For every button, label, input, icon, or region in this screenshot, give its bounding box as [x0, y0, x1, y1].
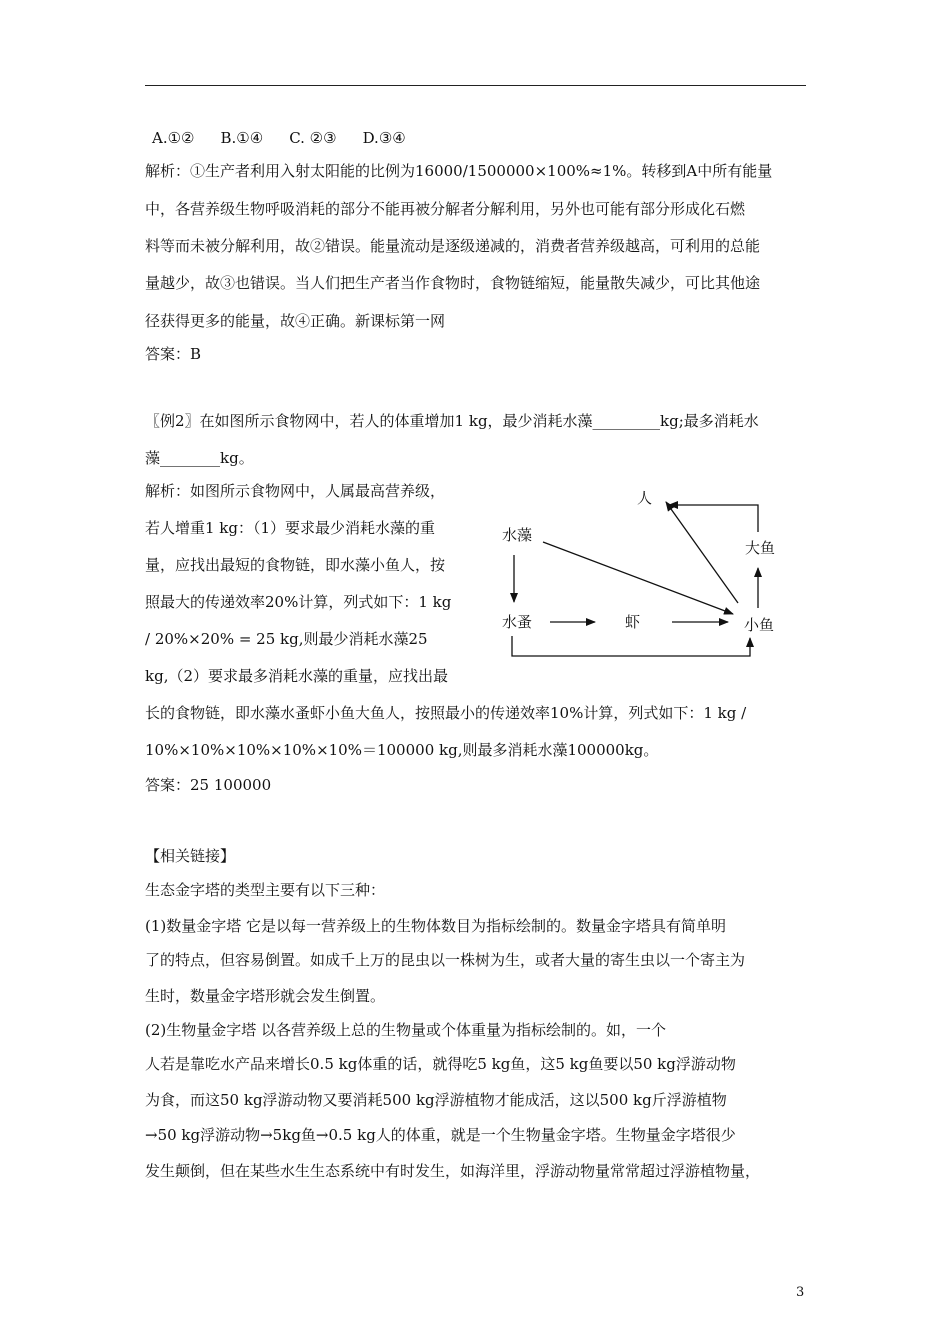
related-line: 生态金字塔的类型主要有以下三种：	[145, 881, 386, 899]
related-line: 生时，数量金字塔形就会发生倒置。	[145, 987, 386, 1005]
node-shuizao: 水藻	[502, 526, 533, 544]
arrow-flea-xiaoyu	[512, 636, 750, 656]
analysis2-line: 10%×10%×10%×10%×10%＝100000 kg,则最多消耗水藻100000kg。	[145, 741, 659, 759]
example2-line: 藻________kg。	[145, 449, 254, 467]
analysis2-line: 长的食物链，即水藻水蚤虾小鱼大鱼人，按照最小的传递效率10%计算，列式如下：1 kg /	[145, 704, 747, 722]
option-c: C. ②③	[289, 129, 337, 147]
node-ren: 人	[637, 489, 653, 507]
analysis1-line: 中，各营养级生物呼吸消耗的部分不能再被分解者分解利用，另外也可能有部分形成化石燃	[145, 200, 746, 218]
analysis1-line: 径获得更多的能量，故④正确。新课标第一网	[145, 312, 446, 330]
analysis2-line: 照最大的传递效率20%计算，列式如下：1 kg	[145, 593, 452, 611]
node-xia: 虾	[625, 613, 641, 631]
answer2: 答案：25 100000	[145, 776, 272, 794]
node-xiaoyu: 小鱼	[744, 616, 775, 634]
analysis1-line: 料等而未被分解利用，故②错误。能量流动是逐级递减的，消费者营养级越高，可利用的总能	[145, 237, 761, 255]
related-line: 了的特点，但容易倒置。如成千上万的昆虫以一株树为生，或者大量的寄生虫以一个寄主为	[145, 951, 746, 969]
example2-line: 〖例2〗在如图所示食物网中，若人的体重增加1 kg，最少消耗水藻_________kg;最多消耗水	[145, 412, 759, 430]
related-line: →50 kg浮游动物→5kg鱼→0.5 kg人的体重，就是一个生物量金字塔。生物量金字塔很少	[145, 1126, 736, 1144]
analysis2-line: 量，应找出最短的食物链，即水藻小鱼人，按	[145, 556, 446, 574]
arrow-shuizao-xiaoyu	[543, 542, 733, 614]
analysis1-line: 解析：①生产者利用入射太阳能的比例为16000/1500000×100%≈1%。转移到A中所有能量	[145, 162, 773, 180]
node-dayu: 大鱼	[745, 539, 776, 557]
option-d: D.③④	[362, 129, 406, 147]
arrow-dayu-ren	[669, 505, 758, 532]
option-a: A.①②	[152, 129, 195, 147]
node-shuizao-flea: 水蚤	[502, 613, 533, 631]
related-line: (1)数量金字塔 它是以每一营养级上的生物体数目为指标绘制的。数量金字塔具有简单明	[145, 917, 727, 935]
analysis2-line: kg,（2）要求最多消耗水藻的重量，应找出最	[145, 667, 449, 685]
analysis1-line: 量越少，故③也错误。当人们把生产者当作食物时，食物链缩短，能量散失减少，可比其他途	[145, 274, 761, 292]
analysis2-line: / 20%×20% = 25 kg,则最少消耗水藻25	[145, 630, 428, 648]
related-heading: 【相关链接】	[145, 847, 236, 865]
option-b: B.①④	[220, 129, 264, 147]
related-line: 为食，而这50 kg浮游动物又要消耗500 kg浮游植物才能成活，这以500 kg斤浮游植物	[145, 1091, 727, 1109]
arrow-xiaoyu-ren	[666, 502, 738, 603]
page-number: 3	[796, 1285, 805, 1300]
analysis2-line: 若人增重1 kg：（1）要求最少消耗水藻的重	[145, 519, 436, 537]
answer1: 答案：B	[145, 345, 202, 363]
related-line: 发生颠倒，但在某些水生生态系统中有时发生，如海洋里，浮游动物量常常超过浮游植物量，	[145, 1162, 761, 1180]
related-line: (2)生物量金字塔 以各营养级上总的生物量或个体重量为指标绘制的。如，一个	[145, 1021, 667, 1039]
analysis2-line: 解析：如图所示食物网中，人属最高营养级，	[145, 482, 446, 500]
related-line: 人若是靠吃水产品来增长0.5 kg体重的话，就得吃5 kg鱼，这5 kg鱼要以50 kg浮游动物	[145, 1055, 736, 1073]
